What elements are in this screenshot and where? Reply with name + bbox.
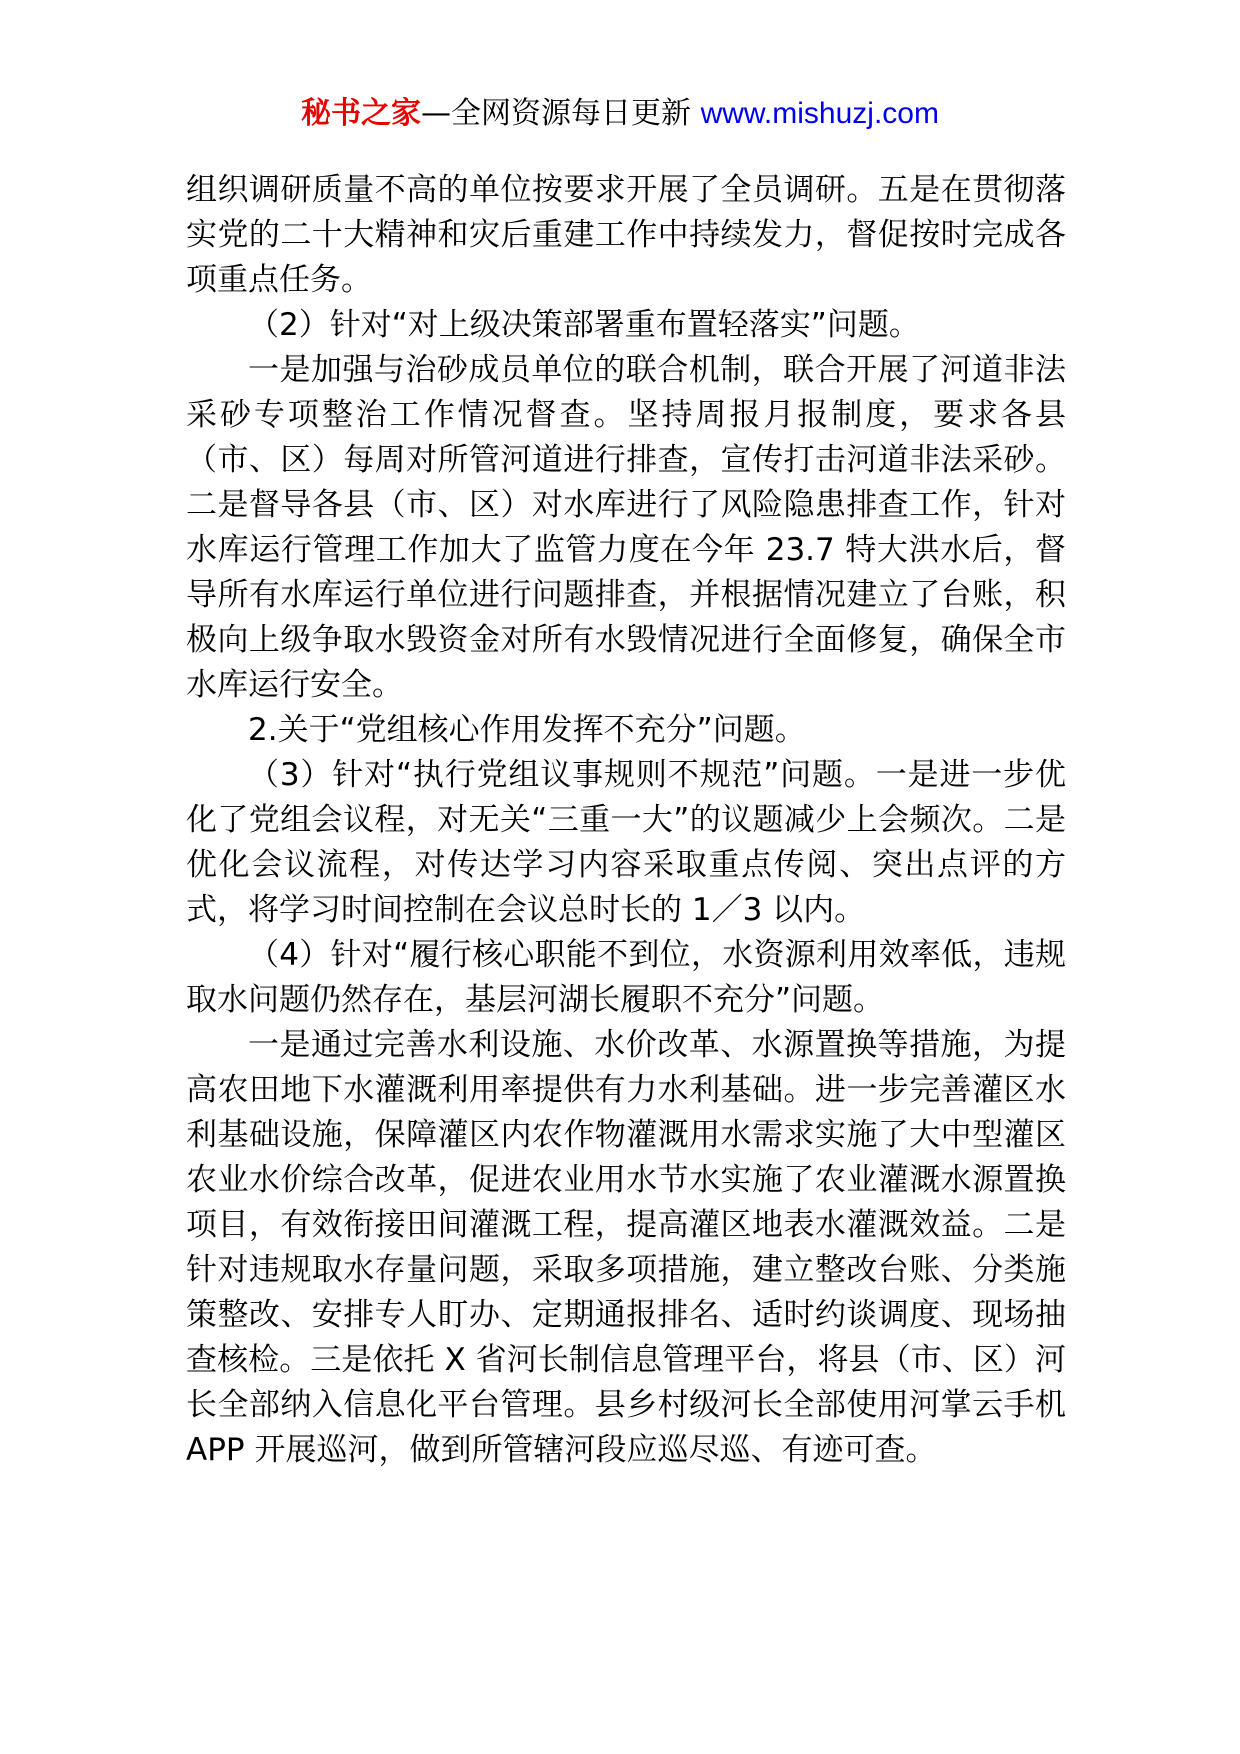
paragraph-continuation: 组织调研质量不高的单位按要求开展了全员调研。五是在贯彻落实党的二十大精神和灾后重建工作中持续发力，督促按时完成各项重点任务。 [186,172,1066,298]
paragraph-item-4-body: 一是通过完善水利设施、水价改革、水源置换等措施，为提高农田地下水灌溉利用率提供有力水利基础。进一步完善灌区水利基础设施，保障灌区内农作物灌溉用水需求实施了大中型灌区农业水价综合改革，促进农业用水节水实施了农业灌溉水源置换项目，有效衔接田间灌溉工程，提高灌区地表水灌溉效益。二是针对违规取水存量问题，采取多项措施，建立整改台账、分类施策整改、安排专人盯办、定期通报排名、适时约谈调度、现场抽查核检。三是依托 X 省河长制信息管理平台，将县（市、区）河长全部纳入信息化平台管理。县乡村级河长全部使用河掌云手机 APP 开展巡河，做到所管辖河段应巡尽巡、有迹可查。 [186,1027,1066,1468]
section-heading-2: 2.关于“党组核心作用发挥不充分”问题。 [248,712,806,748]
site-slogan: —全网资源每日更新 [421,96,692,131]
paragraph-item-3: （3）针对“执行党组议事规则不规范”问题。一是进一步优化了党组会议程，对无关“三重一大”的议题减少上会频次。二是优化会议流程，对传达学习内容采取重点传阅、突出点评的方式，将学习时间控制在会议总时长的 1／3 以内。 [186,757,1066,928]
site-header [0,94,1240,134]
subheading-item-2: （2）针对“对上级决策部署重布置轻落实”问题。 [248,307,920,343]
subheading-item-4: （4）针对“履行核心职能不到位，水资源利用效率低，违规取水问题仍然存在，基层河湖长履职不充分”问题。 [186,937,1066,1018]
site-url-link[interactable]: www.mishuzj.com [700,97,939,130]
site-brand: 秘书之家 [301,96,422,131]
document-body [186,168,1066,1473]
paragraph-item-2-body: 一是加强与治砂成员单位的联合机制，联合开展了河道非法采砂专项整治工作情况督查。坚持周报月报制度，要求各县（市、区）每周对所管河道进行排查，宣传打击河道非法采砂。二是督导各县（市、区）对水库进行了风险隐患排查工作，针对水库运行管理工作加大了监管力度在今年 23.7 特大洪水后，督导所有水库运行单位进行问题排查，并根据情况建立了台账，积极向上级争取水毁资金对所有水毁情况进行全面修复，确保全市水库运行安全。 [186,352,1066,703]
